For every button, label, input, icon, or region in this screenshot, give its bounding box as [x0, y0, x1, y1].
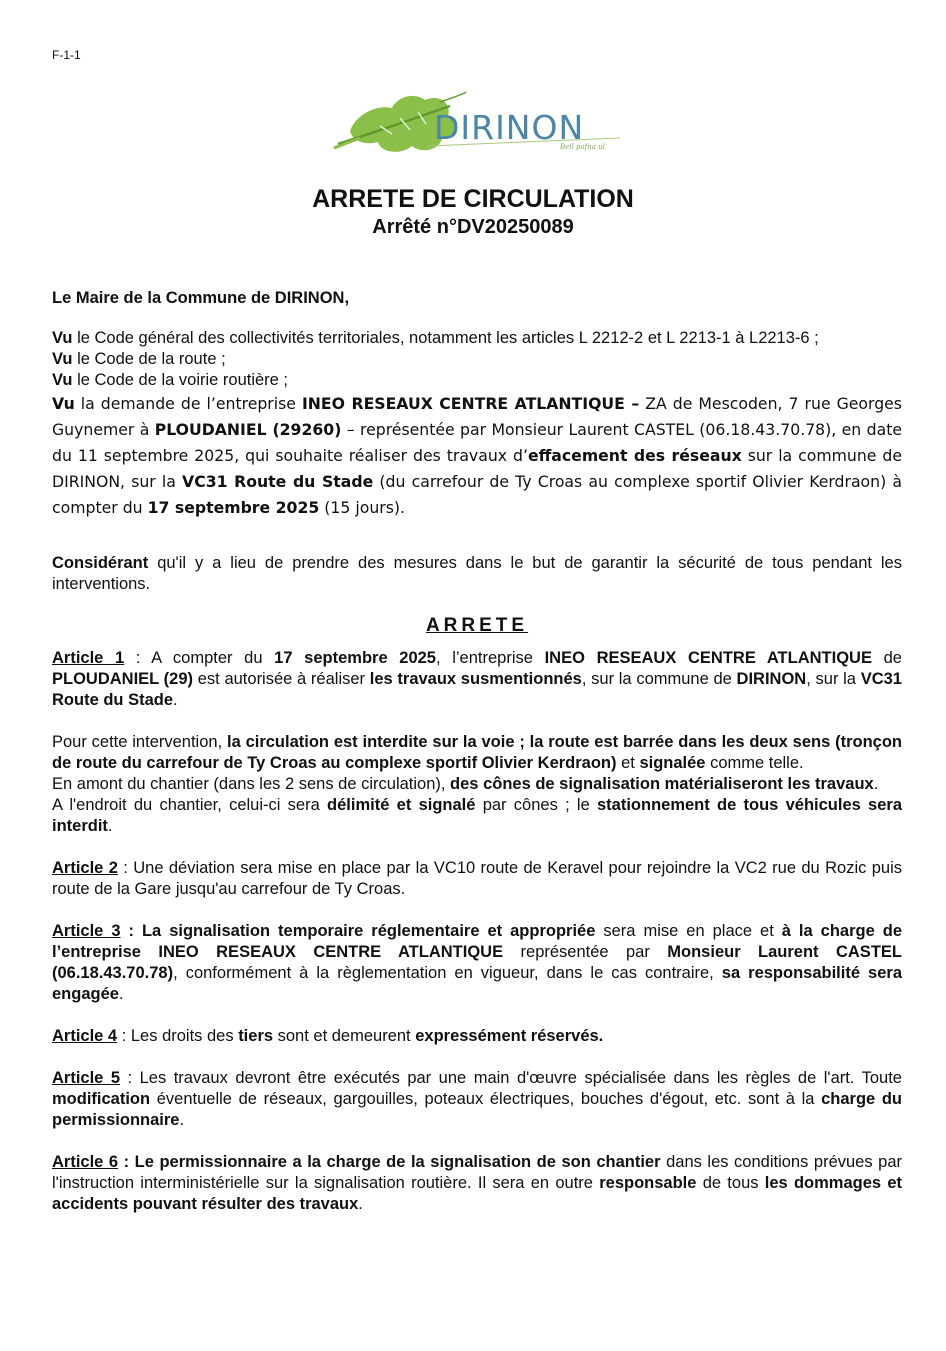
- vu-list: [52, 328, 902, 521]
- mayor-line: Le Maire de la Commune de DIRINON,: [52, 289, 350, 307]
- logo-tagline: Bell pafna ul: [560, 143, 605, 151]
- article-3: Article 3 : La signalisation temporaire réglementaire et appropriée sera mise en place et à la charge de l’entreprise INEO RESEAUX CENTRE ATLANTIQUE représentée par Monsieur Laurent CASTEL (06.18.43.70.78), conformément à la règlementation en vigueur, dans le cas contraire, sa responsabilité sera engagée.: [52, 922, 902, 1003]
- vu-demande: Vu la demande de l’entreprise INEO RESEAUX CENTRE ATLANTIQUE – ZA de Mescoden, 7 rue Georges Guynemer à PLOUDANIEL (29260) – représentée par Monsieur Laurent CASTEL (06.18.43.70.78), en date du 11 septembre 2025, qui souhaite réaliser des travaux d’effacement des réseaux sur la commune de DIRINON, sur la VC31 Route du Stade (du carrefour de Ty Croas au complexe sportif Olivier Kerdraon) à compter du 17 septembre 2025 (15 jours).: [52, 394, 902, 517]
- considerant: Considérant qu'il y a lieu de prendre des mesures dans le but de garantir la sécurité de tous pendant les interventions.: [52, 554, 902, 593]
- document-reference: F-1-1: [52, 48, 81, 62]
- logo-text: DIRINON: [434, 108, 585, 147]
- document-body: [52, 288, 902, 1215]
- document-title: ARRETE DE CIRCULATION: [312, 185, 634, 213]
- vu-item: Vu le Code général des collectivités territoriales, notamment les articles L 2212-2 et L 2213-1 à L2213-6 ;: [52, 329, 819, 347]
- vu-item: Vu le Code de la route ;: [52, 350, 226, 368]
- article-4: Article 4 : Les droits des tiers sont et demeurent expressément réservés.: [52, 1027, 604, 1045]
- article-2: Article 2 : Une déviation sera mise en place par la VC10 route de Keravel pour rejoindre la VC2 rue du Rozic puis route de la Gare jusqu'au carrefour de Ty Croas.: [52, 859, 902, 898]
- arrete-heading: ARRETE: [425, 615, 529, 636]
- article-5: Article 5 : Les travaux devront être exécutés par une main d'œuvre spécialisée dans les règles de l'art. Toute modification éventuelle de réseaux, gargouilles, poteaux électriques, bouches d'égout, etc. sont à la charge du permissionnaire.: [52, 1069, 902, 1129]
- article-1: Article 1 : A compter du 17 septembre 2025, l’entreprise INEO RESEAUX CENTRE ATLANTIQUE de PLOUDANIEL (29) est autorisée à réaliser les travaux susmentionnés, sur la commune de DIRINON, sur la VC31 Route du Stade.: [52, 649, 902, 709]
- article-1-details: Pour cette intervention, la circulation est interdite sur la voie ; la route est barrée dans les deux sens (tronçon de route du carrefour de Ty Croas au complexe sportif Olivier Kerdraon) et signalée comme telle. En amont du chantier (dans les 2 sens de circulation), des cônes de signalisation matérialiseront les travaux. A l'endroit du chantier, celui-ci sera délimité et signalé par cônes ; le stationnement de tous véhicules sera interdit.: [52, 733, 903, 835]
- article-6: Article 6 : Le permissionnaire a la charge de la signalisation de son chantier dans les conditions prévues par l'instruction interministérielle sur la signalisation routière. Il sera en outre responsable de tous les dommages et accidents pouvant résulter des travaux.: [52, 1153, 902, 1213]
- document-subtitle: Arrêté n°DV20250089: [372, 216, 574, 238]
- vu-item: Vu le Code de la voirie routière ;: [52, 371, 289, 389]
